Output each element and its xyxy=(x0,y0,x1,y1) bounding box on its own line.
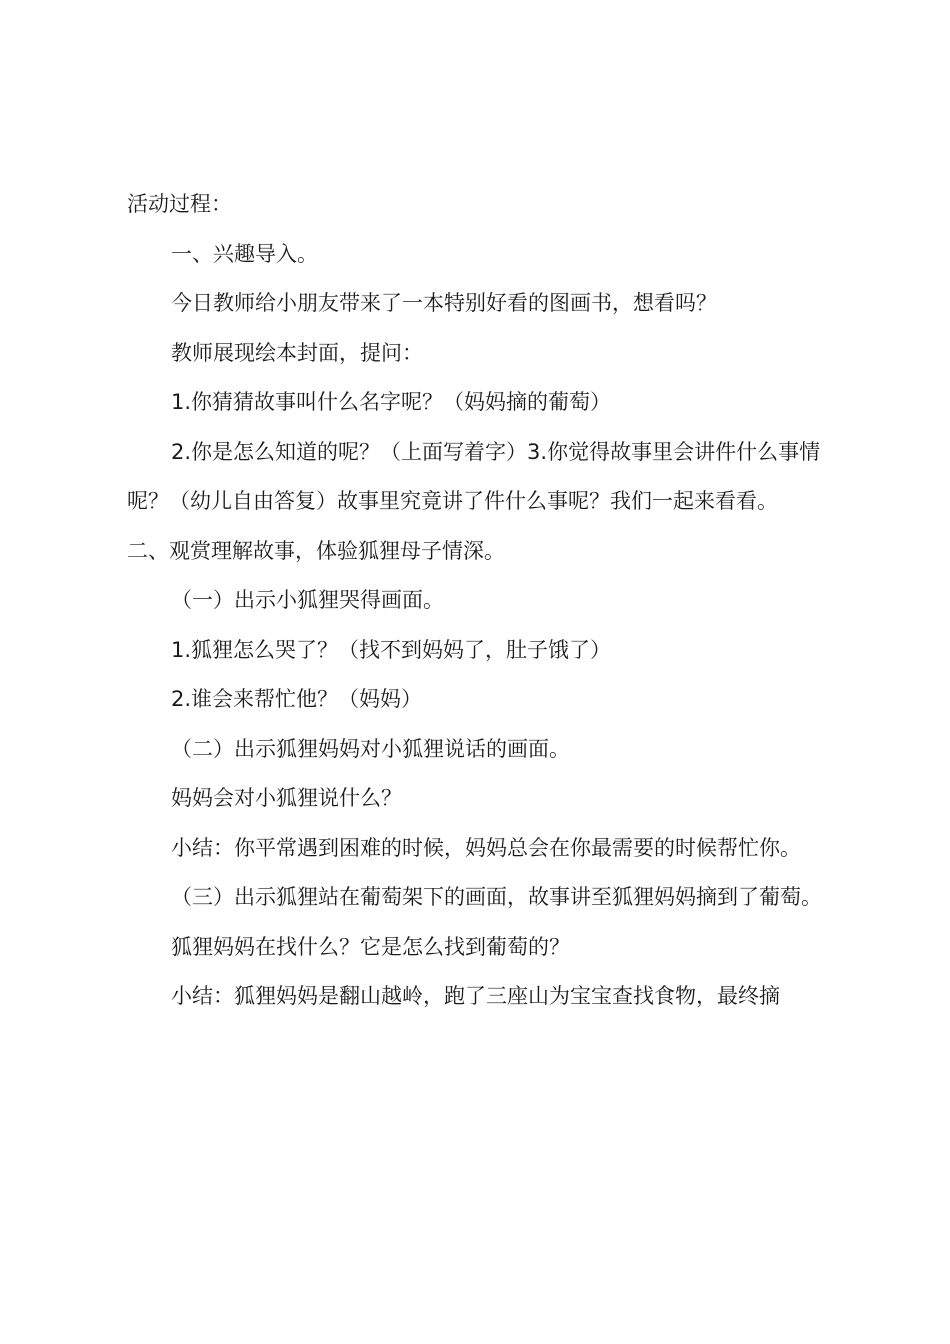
paragraph-summary: 小结：你平常遇到困难的时候，妈妈总会在你最需要的时候帮忙你。 xyxy=(171,835,801,860)
paragraph-heading-process: 活动过程： xyxy=(127,192,232,216)
paragraph-question-1: 1.你猜猜故事叫什么名字呢？（妈妈摘的葡萄） xyxy=(171,390,612,414)
paragraph-subsection-2: （二）出示狐狸妈妈对小狐狸说话的画面。 xyxy=(171,736,570,761)
document-page xyxy=(127,180,833,1022)
paragraph-section-two-title: 二、观赏理解故事，体验狐狸母子情深。 xyxy=(127,538,505,563)
paragraph-question: 狐狸妈妈在找什么？它是怎么找到葡萄的？ xyxy=(171,934,570,959)
paragraph-section-one-title: 一、兴趣导入。 xyxy=(171,241,318,266)
paragraph-summary: 小结：狐狸妈妈是翻山越岭，跑了三座山为宝宝查找食物，最终摘 xyxy=(171,984,780,1008)
paragraph: 今日教师给小朋友带来了一本特别好看的图画书，想看吗？ xyxy=(171,291,717,315)
paragraph-question-2-3: 2.你是怎么知道的呢？（上面写着字）3.你觉得故事里会讲件什么事情呢？（幼儿自由答复）故事里究竟讲了件什么事呢？我们一起来看看。 xyxy=(127,439,821,513)
paragraph-question: 妈妈会对小狐狸说什么？ xyxy=(171,786,402,810)
paragraph-question: 1.狐狸怎么哭了？（找不到妈妈了，肚子饿了） xyxy=(171,637,612,662)
paragraph-subsection-3: （三）出示狐狸站在葡萄架下的画面，故事讲至狐狸妈妈摘到了葡萄。 xyxy=(171,885,822,909)
paragraph-subsection-1: （一）出示小狐狸哭得画面。 xyxy=(171,588,444,612)
paragraph: 教师展现绘本封面，提问： xyxy=(171,340,423,365)
paragraph-question: 2.谁会来帮忙他？（妈妈） xyxy=(171,687,423,711)
